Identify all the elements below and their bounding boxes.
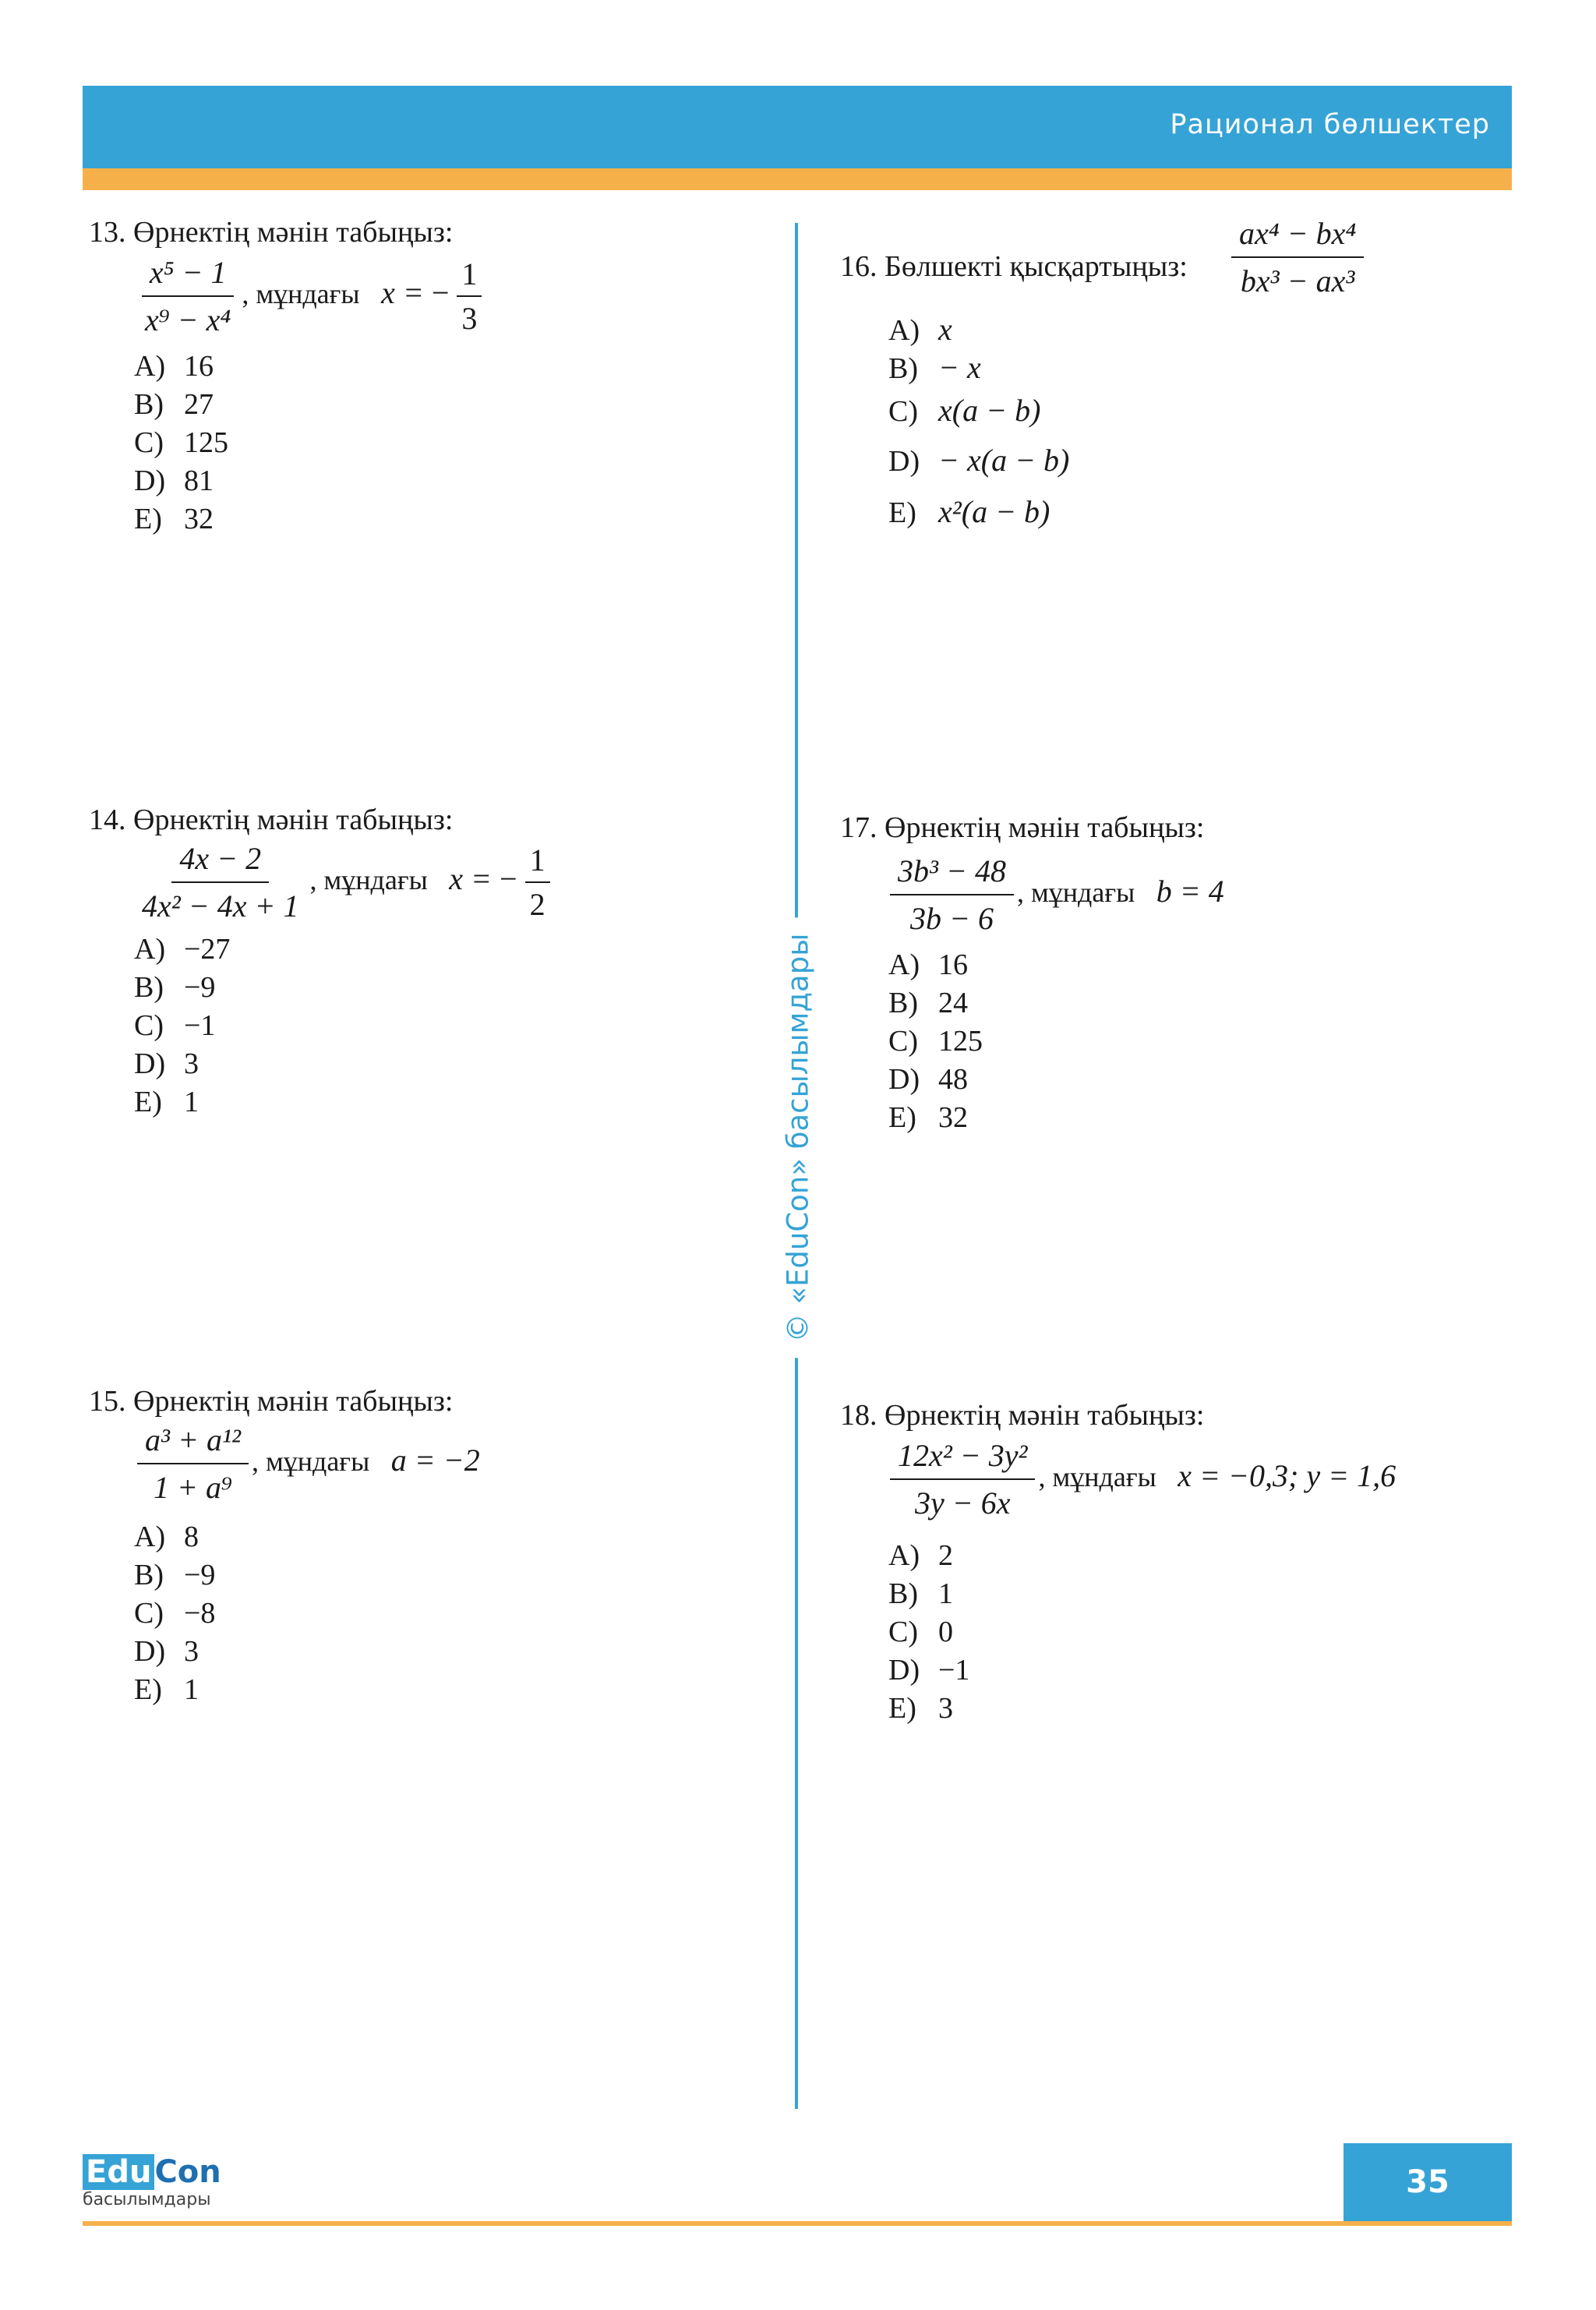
option-value: 0 <box>938 1616 953 1648</box>
option-a[interactable] <box>134 931 230 969</box>
answer-options <box>134 348 228 539</box>
option-e[interactable] <box>888 1099 983 1137</box>
option-value: −9 <box>184 971 216 1004</box>
option-d[interactable] <box>888 1061 983 1099</box>
option-c[interactable] <box>888 387 1069 435</box>
denominator: 4x² − 4x + 1 <box>142 888 299 924</box>
option-value: −1 <box>938 1654 970 1687</box>
option-e[interactable] <box>888 1690 969 1728</box>
numerator: 12x² − 3y² <box>890 1437 1035 1480</box>
educon-logo <box>83 2156 221 2209</box>
option-d[interactable] <box>134 1045 230 1083</box>
fraction <box>137 1422 249 1506</box>
condition-numerator: 1 <box>457 256 482 297</box>
option-a[interactable] <box>134 1518 215 1556</box>
denominator: 3y − 6x <box>914 1485 1011 1521</box>
option-b[interactable] <box>134 386 228 424</box>
denominator: bx³ − ax³ <box>1240 263 1355 298</box>
option-letter: E) <box>134 1673 162 1706</box>
condition-fraction <box>525 842 550 923</box>
question-formula <box>137 254 482 338</box>
option-value: 32 <box>938 1101 968 1134</box>
option-letter: B) <box>134 1559 164 1591</box>
option-letter: A) <box>888 1539 920 1572</box>
question-title: 13. Өрнектің мәнін табыңыз: <box>89 216 454 249</box>
option-d[interactable] <box>888 435 1069 486</box>
option-value: −27 <box>184 933 231 966</box>
option-letter: D) <box>888 1063 920 1096</box>
condition-sign: − <box>500 860 517 896</box>
denominator: x⁹ − x⁴ <box>145 302 231 337</box>
option-value: 1 <box>184 1673 199 1706</box>
logo-edu: Edu <box>83 2154 154 2190</box>
option-letter: D) <box>134 1635 166 1668</box>
option-value: 2 <box>938 1539 953 1572</box>
numerator: 3b³ − 48 <box>890 853 1014 895</box>
question-title: 14. Өрнектің мәнін табыңыз: <box>89 804 454 836</box>
option-c[interactable] <box>134 424 228 462</box>
option-value: 24 <box>938 987 968 1019</box>
option-value: 81 <box>184 464 214 497</box>
header-stripe <box>83 168 1512 190</box>
option-value: x²(a − b) <box>938 494 1050 529</box>
where-text: , мұндағы <box>309 864 428 895</box>
option-value: 16 <box>184 350 214 383</box>
option-letter: C) <box>888 395 918 428</box>
option-letter: D) <box>134 464 166 497</box>
condition-fraction <box>457 256 482 337</box>
fraction <box>134 840 306 924</box>
condition <box>381 256 482 336</box>
question-formula <box>134 840 550 924</box>
option-letter: A) <box>134 1521 166 1553</box>
fraction <box>1231 215 1364 299</box>
denominator: 3b − 6 <box>909 901 994 936</box>
option-letter: A) <box>134 933 166 966</box>
option-letter: E) <box>134 503 162 535</box>
answer-options <box>888 1537 969 1728</box>
option-b[interactable] <box>888 1575 969 1613</box>
logo-wordmark <box>83 2156 221 2188</box>
option-e[interactable] <box>134 1083 230 1121</box>
option-letter: B) <box>888 987 918 1019</box>
option-value: x <box>938 312 952 347</box>
option-letter: A) <box>888 948 920 981</box>
option-c[interactable] <box>134 1595 215 1633</box>
answer-options <box>888 946 983 1137</box>
option-b[interactable] <box>134 969 230 1007</box>
condition-numerator: 1 <box>525 842 550 883</box>
question-title: 17. Өрнектің мәнін табыңыз: <box>840 811 1205 844</box>
option-a[interactable] <box>888 1537 969 1575</box>
fraction <box>890 1437 1035 1521</box>
where-text: , мұндағы <box>1038 1461 1156 1492</box>
option-letter: B) <box>888 1577 918 1610</box>
option-value: 8 <box>184 1521 199 1553</box>
condition-sign: − <box>431 274 450 310</box>
where-text: , мұндағы <box>242 277 360 309</box>
option-d[interactable] <box>134 1633 215 1671</box>
option-e[interactable] <box>134 1671 215 1709</box>
condition-lhs: x = <box>381 274 424 310</box>
chapter-title: Рационал бөлшектер <box>1170 109 1490 140</box>
option-value: −1 <box>184 1009 216 1042</box>
condition-lhs: x = <box>449 860 493 896</box>
option-letter: C) <box>888 1025 918 1058</box>
option-value: 48 <box>938 1063 968 1096</box>
option-b[interactable] <box>134 1556 215 1595</box>
option-a[interactable] <box>888 946 983 984</box>
option-b[interactable] <box>888 348 1069 387</box>
numerator: a³ + a¹² <box>137 1422 249 1464</box>
option-value: 27 <box>184 388 214 421</box>
footer-stripe <box>83 2221 1512 2226</box>
option-value: 3 <box>184 1635 199 1668</box>
condition-denominator: 3 <box>461 300 478 336</box>
option-e[interactable] <box>134 500 228 539</box>
option-value: 3 <box>184 1047 199 1080</box>
numerator: ax⁴ − bx⁴ <box>1231 215 1364 258</box>
option-c[interactable] <box>888 1023 983 1061</box>
numerator: 4x − 2 <box>171 840 269 883</box>
option-letter: B) <box>134 971 164 1004</box>
option-value: 16 <box>938 948 968 981</box>
option-a[interactable] <box>888 310 1069 348</box>
question-formula <box>890 1437 1396 1521</box>
option-letter: B) <box>134 388 164 421</box>
condition: b = 4 <box>1156 873 1224 909</box>
logo-con: Con <box>154 2154 221 2190</box>
fraction <box>137 254 238 338</box>
option-value: 1 <box>938 1577 953 1610</box>
option-letter: A) <box>888 314 920 347</box>
option-d[interactable] <box>134 462 228 500</box>
where-text: , мұндағы <box>1016 876 1135 908</box>
option-letter: D) <box>888 445 920 478</box>
question-title: 16. Бөлшекті қысқартыңыз: <box>840 250 1188 283</box>
option-letter: E) <box>888 496 916 529</box>
where-text: , мұндағы <box>251 1445 370 1477</box>
question-formula <box>1231 215 1364 299</box>
option-value: 32 <box>184 503 214 535</box>
answer-options <box>134 1518 215 1709</box>
option-value: −9 <box>184 1559 216 1591</box>
option-value: 125 <box>184 426 228 459</box>
answer-options <box>888 310 1069 538</box>
option-c[interactable] <box>888 1613 969 1651</box>
numerator: x⁵ − 1 <box>142 254 235 297</box>
option-b[interactable] <box>888 984 983 1023</box>
option-value: − x <box>938 350 981 385</box>
option-letter: D) <box>134 1047 166 1080</box>
option-value: 1 <box>184 1086 199 1118</box>
header-bar <box>83 86 1512 168</box>
option-value: 125 <box>938 1025 983 1058</box>
option-value: − x(a − b) <box>938 443 1070 478</box>
option-letter: E) <box>134 1086 162 1118</box>
option-letter: D) <box>888 1654 920 1687</box>
question-formula <box>137 1422 480 1506</box>
option-letter: E) <box>888 1692 916 1725</box>
watermark: © «EduCon» басылымдары <box>775 918 821 1358</box>
option-d[interactable] <box>888 1651 969 1690</box>
option-letter: E) <box>888 1101 916 1134</box>
option-value: x(a − b) <box>938 393 1041 428</box>
option-a[interactable] <box>134 348 228 386</box>
option-letter: C) <box>134 426 164 459</box>
question-title: 18. Өрнектің мәнін табыңыз: <box>840 1399 1205 1432</box>
option-value: −8 <box>184 1597 216 1630</box>
condition: a = −2 <box>390 1442 480 1478</box>
logo-subtitle: басылымдары <box>83 2190 211 2209</box>
option-letter: C) <box>134 1009 164 1042</box>
condition: x = −0,3; y = 1,6 <box>1178 1457 1396 1493</box>
option-value: 3 <box>938 1692 953 1725</box>
question-title: 15. Өрнектің мәнін табыңыз: <box>89 1385 454 1418</box>
answer-options <box>134 931 230 1121</box>
condition <box>449 842 549 922</box>
option-e[interactable] <box>888 486 1069 538</box>
option-letter: B) <box>888 352 918 385</box>
option-letter: A) <box>134 350 166 383</box>
option-letter: C) <box>888 1616 918 1648</box>
page-number: 35 <box>1344 2143 1512 2221</box>
option-letter: C) <box>134 1597 164 1630</box>
option-c[interactable] <box>134 1007 230 1045</box>
fraction <box>890 853 1014 937</box>
condition-denominator: 2 <box>529 886 546 922</box>
question-formula <box>890 853 1224 937</box>
denominator: 1 + a⁹ <box>154 1470 232 1505</box>
